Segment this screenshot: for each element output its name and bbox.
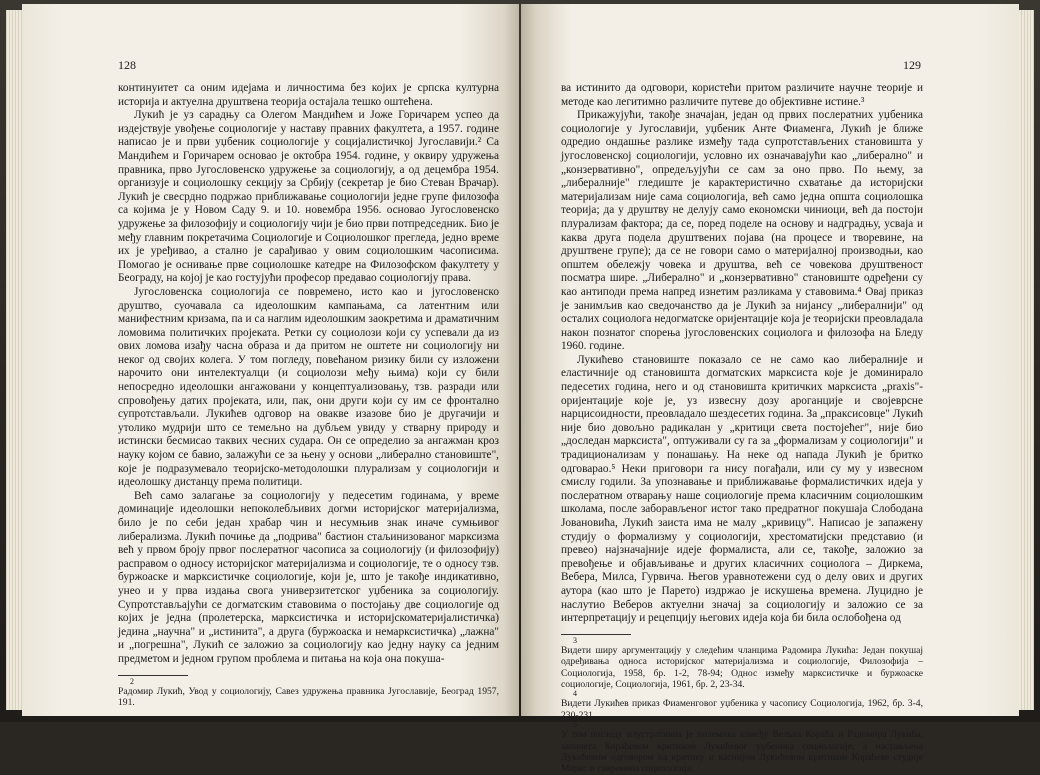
footnote-text: Радомир Лукић, Увод у социологију, Савез удружења правника Југославије, Београд 1957, 191. bbox=[118, 685, 499, 708]
paragraph: Прикажујући, такође значајан, један од првих послератних уџбеника социологије у Југославији, уџбеник Анте Фиаменга, Лукић је ближе одредио ондашње разлике између тада супротстављених становишта у југословенској социологији, условно их означавајући као „либерално" и „конзервативно", опредељујући се сам за оно прво. По њему, за „либералније" гледиште је карактеристично схватање да историјски материјализам није сама социологија, већ само једна општа социолошка теорија; да у друштву не делују само економски чиниоци, већ да постоји плурализам фактора; да се, поред поделе на основу и надградњу, усваја и каква друга подела друштвених појава (на процесе и творевине, на друштвене групе); да се не говори само о материјалној производњи, као општем обележју човека и друштва, већ се човекова друштвеност посматра шире. „Либерално" и „конзервативно" становиште одређени су као антиподи према напред изнетим разликама у ставовима.⁴ Овај приказ је занимљив као сведочанство да је Лукић за нијансу „либералнији" од осталих социолога недогматске оријентације која је теоријски преовладала након познатог спорења југословенских социолога и филозофа на Бледу 1960. године. bbox=[561, 109, 923, 353]
footnote bbox=[561, 637, 923, 691]
paragraph: континуитет са оним идејама и личностима без којих је српска културна историја и актуелна друштвена теорија остајала тешко оштећена. bbox=[118, 82, 499, 108]
paragraph: Већ само залагање за социологију у педесетим годинама, у време доминације идеолошки непоколебљивих догми историјског материјализма, било је по себи један храбар чин и несумњив знак иначе сумњивог либерализма. Лукић почиње да „подрива" бастион стаљинизованог марксизма већ у првом броју првог послератног часописа за социологију (и филозофију) расправом о односу историјског материјализма и социологије, те о односу тзв. буржоаске и марксистичке социологије, који је, што је такође индикативно, унео и у прва издања свога универзитетског уџбеника за социологију. Супротстављајући се догматским ставовима о постојању две социологије од којих је једна (пролетерска, марксистичка и историјскоматеријалистичка) једина „научна" и „истинита", а друга (буржоаска и немарксистичка) „лажна" и „погрешна", Лукић се заложио за социологију као једну науку са једним предметом и једном групом проблема и питања на која она покуша- bbox=[118, 489, 499, 665]
footnote-mark: 4 bbox=[573, 689, 577, 699]
footnote-text: Видети Лукићев приказ Фиаменговог уџбеника у часопису Социологија, 1962, бр. 3-4, 230-231. bbox=[561, 698, 923, 721]
page-number: 128 bbox=[118, 58, 136, 72]
footnote-mark: 3 bbox=[573, 635, 577, 645]
footnote bbox=[561, 721, 923, 775]
left-page bbox=[22, 4, 519, 716]
page-body bbox=[561, 82, 923, 626]
footnote-mark: 2 bbox=[130, 676, 134, 686]
footnote bbox=[118, 678, 499, 709]
footnote-rule bbox=[118, 675, 188, 676]
footnote bbox=[561, 690, 923, 721]
paragraph: ва истинито да одговори, користећи притом различите научне теорије и методе као легитимно различите путеве до објективне истине.³ bbox=[561, 82, 923, 108]
footnote-mark: 5 bbox=[573, 720, 577, 730]
paragraph: Југословенска социологија се повремено, исто као и југословенско друштво, суочавала са идеолошким кампањама, са латентним или манифестним кризама, па и са наглим идеолошким заокретима и драматичним ломовима политичких пројеката. Ретки су социолози који су успевали да из ових ломова изађу часна образа и да притом не оштете ни социологију ни неког од својих колега. У том погледу, повећаном ризику били су изложени нарочито они интелектуалци (и социолози међу њима) који су били непосредно идеолошки ангажовани у концептуализовању, тзв. разради или спровођењу датих пројеката, или, пак, они други који су им се фронтално супротстављали. Лукићев одговор на овакве изазове био је другачији и утолико мудрији што се темељно на дубљем увиду у стварну природу и истински бесмисао таквих чесних судара. Он се определио за ангажман кроз науку којом се бавио, залажући се за њену у основи „либерално становиште", које је подразумевало теоријско-методолошки плурализам у социологији и идеолошку дистанцу према политици. bbox=[118, 285, 499, 489]
footnote-text: У том погледу илустративна је полемика између Велька Кораћа и Радомира Лукића, започета Кораћевом критиком Лукићевог уџбеника социологије, а настављена Лукићевим одговором на критику и каснијом Лукићевом критиком Кораћеве студије Маркс и савремена социологија. bbox=[561, 729, 923, 775]
paragraph: Лукићево становиште показало се не само као либералније и еластичније од становишта догматских марксиста које је доминирало педесетих година, него и од становишта критичких марксиста „praxis"-оријентације које је, уз извесну дозу ароганције и својеврсне нарцисоидности, преовладало шездесетих година. За „праксисовце" Лукић није био довољно радикалан у „критици света постојећег", није био „доследан марксиста", оптуживали су га за „формализам у социологији" и традиционализам у понашању. На неке од напада Лукић је бритко одговарао.⁵ Неки приговори га нису погађали, или су му у извесном смислу годили. За упознавање и приближавање формалистичких идеја у послератном отварању наше социологије према класичним социолошким школама, после заборављеног истог тако предратног покушаја Слободана Јовановића, Лукић заиста има не малу „кривицу". Написао је запажену студију о формализму у социологији, хрестоматијски представио (и превео) најзначајније идеје формалиста, али се, такође, заложио за превођење и објављивање и других класичних социолога – Диркема, Вебера, Милса, Гурвича. Његов уравнотежени суд о делу ових и других аутора (као што је Парето) издржао је искушења времена. Луцидно је наслутио Веберов актуелни значај за социологију и заложио се за интерпретацију и рецепцију његових идеја која би била ослобођена од bbox=[561, 353, 923, 625]
footnote-rule bbox=[561, 634, 631, 635]
footnote-text: Видети ширу аргументацију у следећим чланцима Радомира Лукића: Један покушај одређивања односа историјског материјализма и социологије, Филозофија – Социологија, 1958, бр. 1-2, 78-94; Однос између марксистичке и буржоаске социологије, Социологија, 1961, бр. 2, 23-34. bbox=[561, 644, 923, 690]
page-number: 129 bbox=[903, 58, 921, 72]
page-body bbox=[118, 82, 499, 667]
right-page bbox=[521, 4, 1019, 775]
paragraph: Лукић је уз сарадњу са Олегом Мандићем и Јоже Горичарем успео да издејствује увођење социологије у наставу правних факултета, а 1957. године написао је и први уџбеник социологије у социјалистичкој Југославији.² Са Мандићем и Горичарем основао је октобра 1954. године, у оквиру удружења правника, прво Југословенско удружење за социологију, а од децембра 1954. организује и социолошку секцију за Србију (секретар је био Стеван Врачар). Лукић је свесрдно подржао приближавање социологији једне групе филозофа са којима је у Новом Саду 9. и 10. новембра 1956. основао Југословенско удружење за филозофију и социологију чији је био први потпредседник. Био је међу главним покретачима Социологије и Социолошког прегледа, једно време их је уређивао, а стално је сарађивао у овим социолошким часописима. Помогао је оснивање прве социолошке катедре на Филозофском факултету у Београду, на којој је као гостујући професор предавао социологију права. bbox=[118, 109, 499, 285]
